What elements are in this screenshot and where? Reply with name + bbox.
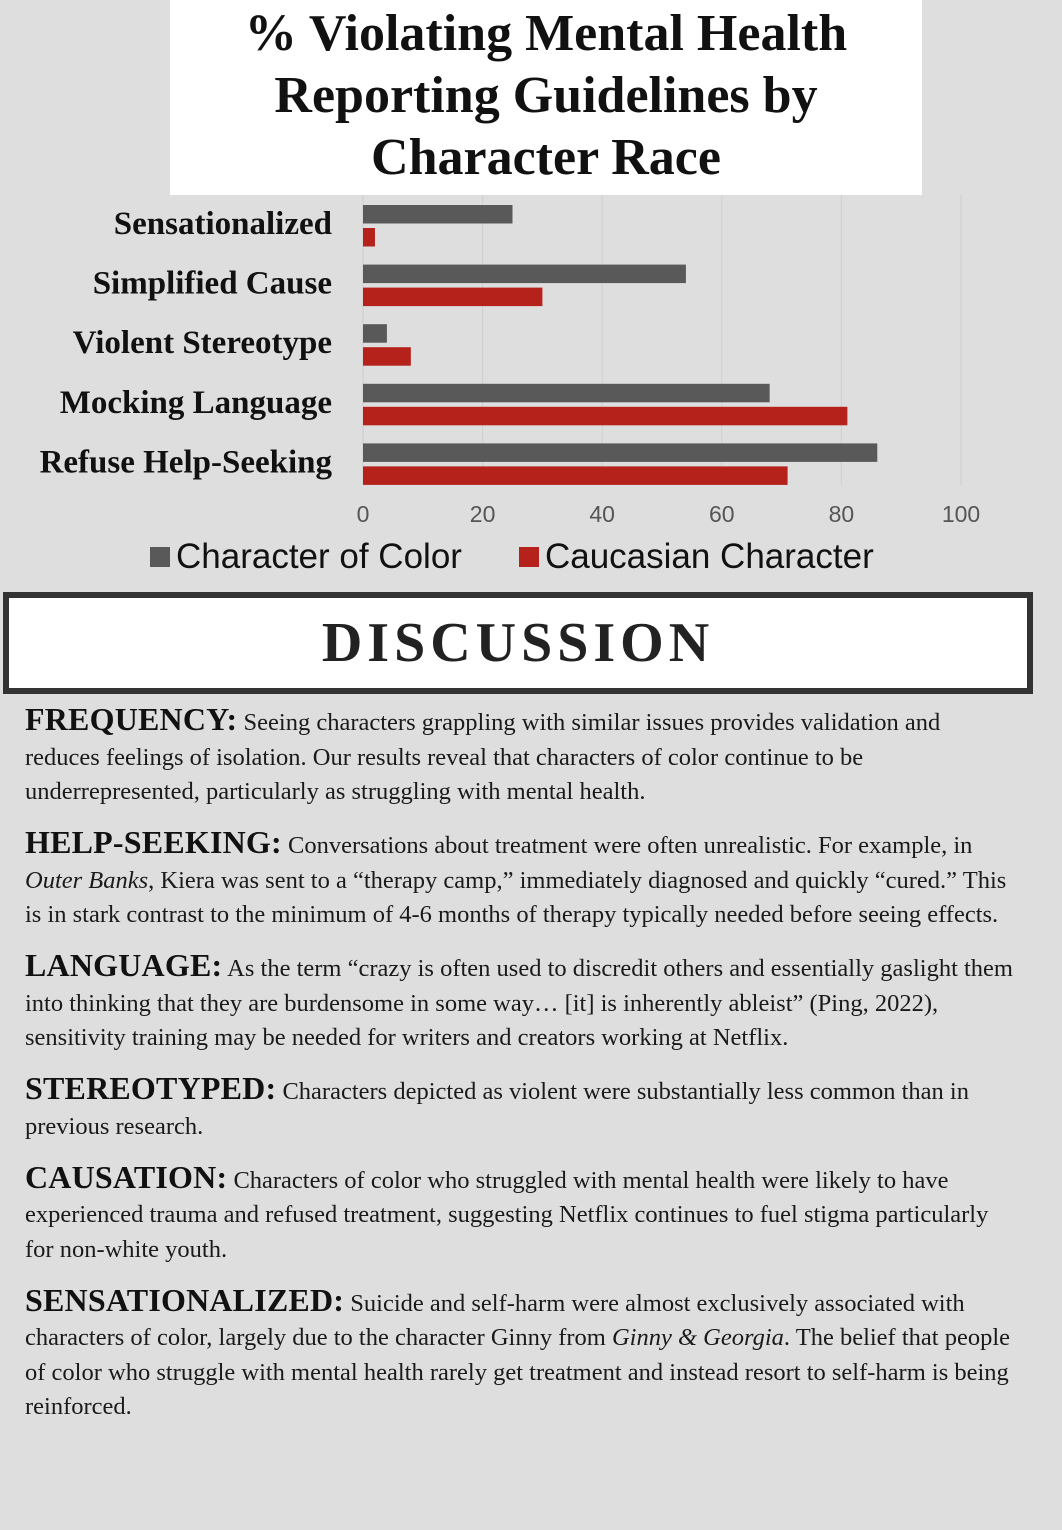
discussion-sensationalized-show-title: Ginny & Georgia <box>611 1324 784 1351</box>
discussion-body <box>25 702 1015 1440</box>
bar-mocking-language-caucasian-character <box>363 407 847 426</box>
discussion-frequency <box>25 702 1015 810</box>
x-tick-label-0: 0 <box>356 501 370 527</box>
chart-legend <box>150 535 931 579</box>
discussion-help-seeking-text-a: Conversations about treatment were often unrealistic. For example, in <box>288 832 973 859</box>
discussion-help-seeking <box>25 825 1015 933</box>
discussion-help-seeking-text-b: , Kiera was sent to a “therapy camp,” immediately diagnosed and quickly “cured.” This is in stark contrast to the minimum of 4-6 months of therapy typically needed before seeing effects. <box>25 866 1007 928</box>
discussion-frequency-text: Seeing characters grappling with similar issues provides validation and reduces feelings of isolation. Our results reveal that characters of color continue to be underrepresented, particularly as struggling with mental health. <box>25 709 941 805</box>
legend-label-character-of-color: Character of Color <box>176 537 462 576</box>
discussion-sensationalized-text-b: . The belief that people of color who struggle with mental health rarely get treatment and instead resort to self-harm is being reinforced. <box>25 1324 1011 1420</box>
discussion-language <box>25 948 1015 1056</box>
category-label-sensationalized: Sensationalized <box>113 206 332 242</box>
bar-violent-stereotype-caucasian-character <box>363 347 411 366</box>
chart-title-line-2: Reporting Guidelines by <box>274 67 818 124</box>
discussion-language-heading: LANGUAGE: <box>25 947 223 983</box>
discussion-causation <box>25 1160 1015 1268</box>
discussion-sensationalized-text-a: Suicide and self-harm were almost exclusively associated with characters of color, largely due to the character Ginny from <box>25 1289 965 1351</box>
x-tick-label-20: 20 <box>469 501 496 527</box>
discussion-causation-text: Characters of color who struggled with mental health were likely to have experienced trauma and refused treatment, suggesting Netflix continues to fuel stigma particularly for non-white youth. <box>25 1166 989 1263</box>
bar-refuse-help-seeking-character-of-color <box>363 443 877 462</box>
legend-label-caucasian-character: Caucasian Character <box>544 537 874 576</box>
discussion-sensationalized-heading: SENSATIONALIZED: <box>25 1281 345 1318</box>
x-tick-label-80: 80 <box>828 501 855 527</box>
legend-swatch-character-of-color <box>150 547 170 567</box>
discussion-stereotyped <box>25 1071 1015 1144</box>
bar-simplified-cause-caucasian-character <box>363 288 542 307</box>
bar-mocking-language-character-of-color <box>363 384 770 403</box>
discussion-sensationalized <box>25 1283 1015 1425</box>
discussion-causation-heading: CAUSATION: <box>25 1158 228 1195</box>
bar-refuse-help-seeking-caucasian-character <box>363 466 788 485</box>
discussion-stereotyped-text: Characters depicted as violent were substantially less common than in previous research. <box>25 1078 969 1140</box>
x-tick-label-100: 100 <box>941 501 981 527</box>
discussion-help-seeking-heading: HELP-SEEKING: <box>25 824 282 860</box>
legend-item-caucasian-character <box>519 537 874 577</box>
bar-sensationalized-character-of-color <box>363 205 513 224</box>
discussion-frequency-heading: FREQUENCY: <box>25 701 238 737</box>
discussion-stereotyped-heading: STEREOTYPED: <box>25 1070 277 1106</box>
x-tick-label-60: 60 <box>709 501 735 527</box>
legend-item-character-of-color <box>150 537 462 577</box>
bar-simplified-cause-character-of-color <box>363 265 686 284</box>
chart-title-line-3: Character Race <box>371 129 721 186</box>
bar-violent-stereotype-character-of-color <box>363 324 387 343</box>
chart-title <box>170 0 922 195</box>
x-tick-label-40: 40 <box>589 501 615 527</box>
discussion-help-seeking-show-title: Outer Banks <box>25 866 149 894</box>
category-label-refuse-help-seeking: Refuse Help-Seeking <box>39 444 332 481</box>
legend-swatch-caucasian-character <box>519 547 539 567</box>
category-label-simplified-cause: Simplified Cause <box>92 265 332 302</box>
category-label-mocking-language: Mocking Language <box>59 384 332 421</box>
discussion-language-text: As the term “crazy is often used to discredit others and essentially gaslight them into thinking that they are burdensome in some way… [it] is inherently ableist” (Ping, 2022), sensitivity training may be needed for writers and creators working at Netflix. <box>25 955 1013 1051</box>
bar-sensationalized-caucasian-character <box>363 228 375 247</box>
category-label-violent-stereotype: Violent Stereotype <box>72 325 332 362</box>
chart-title-line-1: % Violating Mental Health <box>244 5 848 62</box>
bar-chart <box>0 190 1062 540</box>
discussion-heading: DISCUSSION <box>3 592 1033 694</box>
